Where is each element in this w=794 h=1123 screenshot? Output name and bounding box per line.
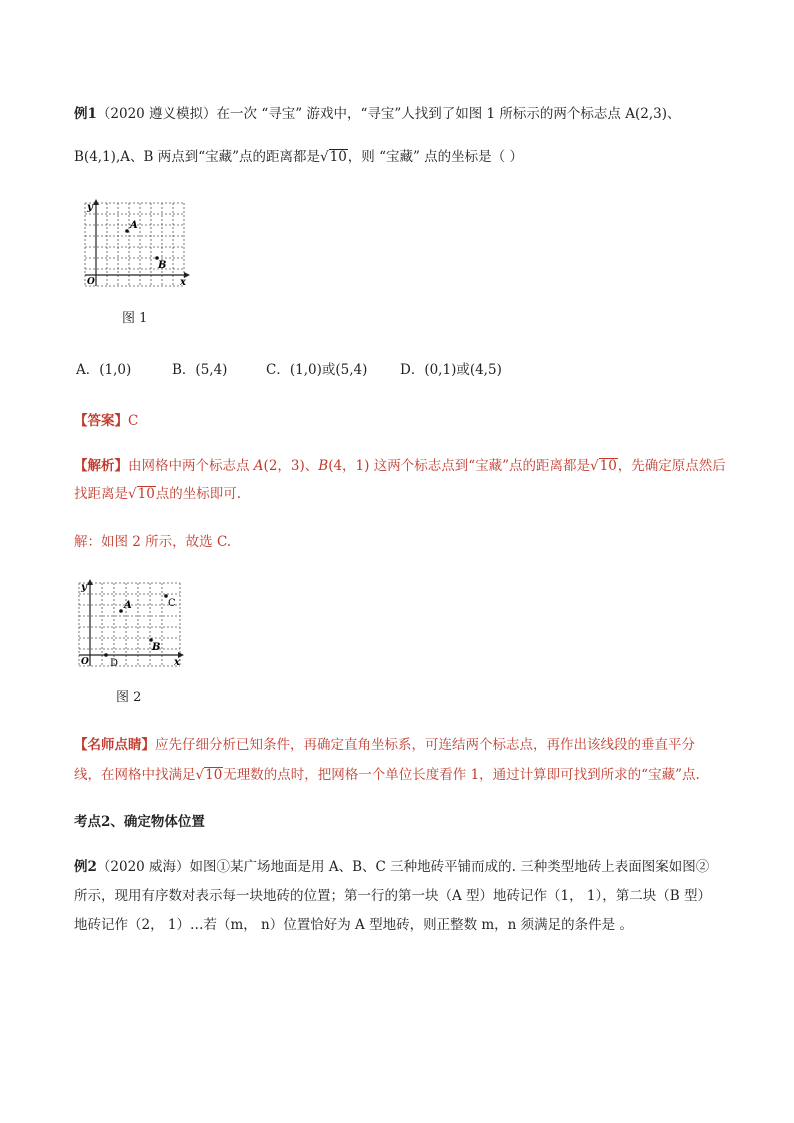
section-heading: 考点2、确定物体位置: [74, 814, 205, 830]
ex1-coord-b: B(4,1): [74, 149, 116, 165]
analysis-point-a: A: [253, 458, 264, 474]
fig2-x-label: x: [174, 657, 180, 668]
figure-1: [80, 198, 192, 290]
sqrt-value: 10: [137, 486, 155, 502]
answer-label: 【答案】: [74, 413, 128, 429]
option-a-value: (1,0): [99, 362, 132, 378]
option-c-value: (1,0)或(5,4): [289, 362, 368, 378]
ex1-coord-a: (2,3): [634, 106, 667, 122]
tip-text1: 应先仔细分析已知条件，再确定直角坐标系，可连结两个标志点，再作出该线段的垂直平分: [155, 737, 695, 753]
fig1-label-b: B: [158, 260, 167, 271]
fig2-origin: O: [81, 657, 89, 667]
ex1-line2: [74, 147, 523, 167]
sqrt-value: 10: [329, 149, 347, 165]
analysis-line1: [74, 456, 726, 476]
ex2-line3: 地砖记作（2， 1）…若（m， n）位置恰好为 A 型地砖，则正整数 m，n 须满足的条件是 。: [74, 917, 633, 933]
fig2-point-a: [119, 609, 123, 613]
ex1-line1: [74, 104, 680, 124]
ex1-label: 例1: [74, 106, 97, 122]
option-a: [76, 360, 172, 380]
sqrt-value: 10: [599, 458, 617, 474]
tip-text2b: 无理数的点时，把网格一个单位长度看作 1，通过计算即可找到所求的“宝藏”点.: [223, 767, 700, 783]
fig1-caption: 图 1: [122, 311, 148, 326]
option-d-value: (0,1)或(4,5): [424, 362, 502, 378]
ex2-label: 例2: [74, 859, 97, 875]
fig2-y-label: y: [81, 582, 87, 593]
fig1-x-label: x: [180, 277, 186, 288]
fig1-y-arrow: [93, 199, 99, 205]
ex2-text1: （2020 威海）如图①某广场地面是用 A、B、C 三种地砖平铺而成的. 三种类型地砖上表面图案如图②: [96, 859, 710, 875]
tip-line2: [74, 765, 700, 785]
analysis-text2a: 找距离是: [74, 486, 128, 502]
ex2-line1: [74, 857, 709, 877]
fig2-label-c: C: [168, 598, 176, 609]
option-d: [400, 360, 502, 380]
solution-line: 解：如图 2 所示，故选 C.: [74, 534, 232, 550]
ex1-text2a: ,A、B 两点到“宝藏”点的距离都是: [115, 149, 320, 165]
option-d-letter: D．: [400, 362, 425, 378]
fig2-point-d: [104, 653, 108, 657]
figure-2: [74, 578, 186, 670]
ex1-text2b: ，则 “宝藏” 点的坐标是（ ）: [347, 149, 523, 165]
option-a-letter: A．: [76, 362, 100, 378]
fig1-label-a: A: [130, 220, 138, 231]
ex1-sep: 、: [666, 106, 681, 122]
sqrt-symbol: √10: [590, 458, 617, 474]
fig2-label-a: A: [124, 600, 132, 611]
analysis-point-b: B: [318, 458, 329, 474]
option-b: [172, 360, 266, 380]
sqrt-symbol: √10: [128, 486, 155, 502]
fig1-y-label: y: [87, 202, 93, 213]
analysis-text2b: 点的坐标即可.: [155, 486, 242, 502]
ex2-line2: 所示，现用有序数对表示每一块地砖的位置；第一行的第一块（A 型）地砖记作（1， 1），第二块（B 型）: [74, 888, 711, 904]
fig1-point-a: [125, 229, 129, 233]
tip-label: 【名师点睛】: [74, 737, 155, 753]
ex1-text1: （2020 遵义模拟）在一次 “寻宝” 游戏中，“寻宝”人找到了如图 1 所标示的两个标志点 A: [96, 106, 635, 122]
option-b-letter: B．: [172, 362, 196, 378]
analysis-text1b: ，先确定原点然后: [617, 458, 726, 474]
analysis-coord-a: (2，3)、: [263, 458, 319, 474]
analysis-text1a: 由网格中两个标志点: [128, 458, 254, 474]
option-b-value: (5,4): [195, 362, 228, 378]
fig2-label-b: B: [152, 642, 161, 653]
options-row: [76, 360, 502, 380]
analysis-coord-b: (4，1) 这两个标志点到“宝藏”点的距离都是: [328, 458, 590, 474]
fig2-y-arrow: [87, 579, 93, 585]
fig2-label-d: D: [110, 658, 119, 669]
option-c-letter: C．: [266, 362, 290, 378]
sqrt-value: 10: [205, 767, 223, 783]
answer-value: C: [128, 413, 139, 429]
tip-line1: [74, 735, 695, 755]
answer-line: [74, 411, 138, 431]
sqrt-symbol: √10: [195, 767, 223, 783]
sqrt-symbol: √10: [320, 149, 347, 165]
fig1-grid: [85, 203, 184, 286]
fig2-caption: 图 2: [116, 690, 142, 705]
analysis-label: 【解析】: [74, 458, 128, 474]
fig1-origin: O: [87, 277, 95, 287]
tip-text2a: 线，在网格中找满足: [74, 767, 196, 783]
option-c: [266, 360, 400, 380]
analysis-line2: [74, 484, 241, 504]
